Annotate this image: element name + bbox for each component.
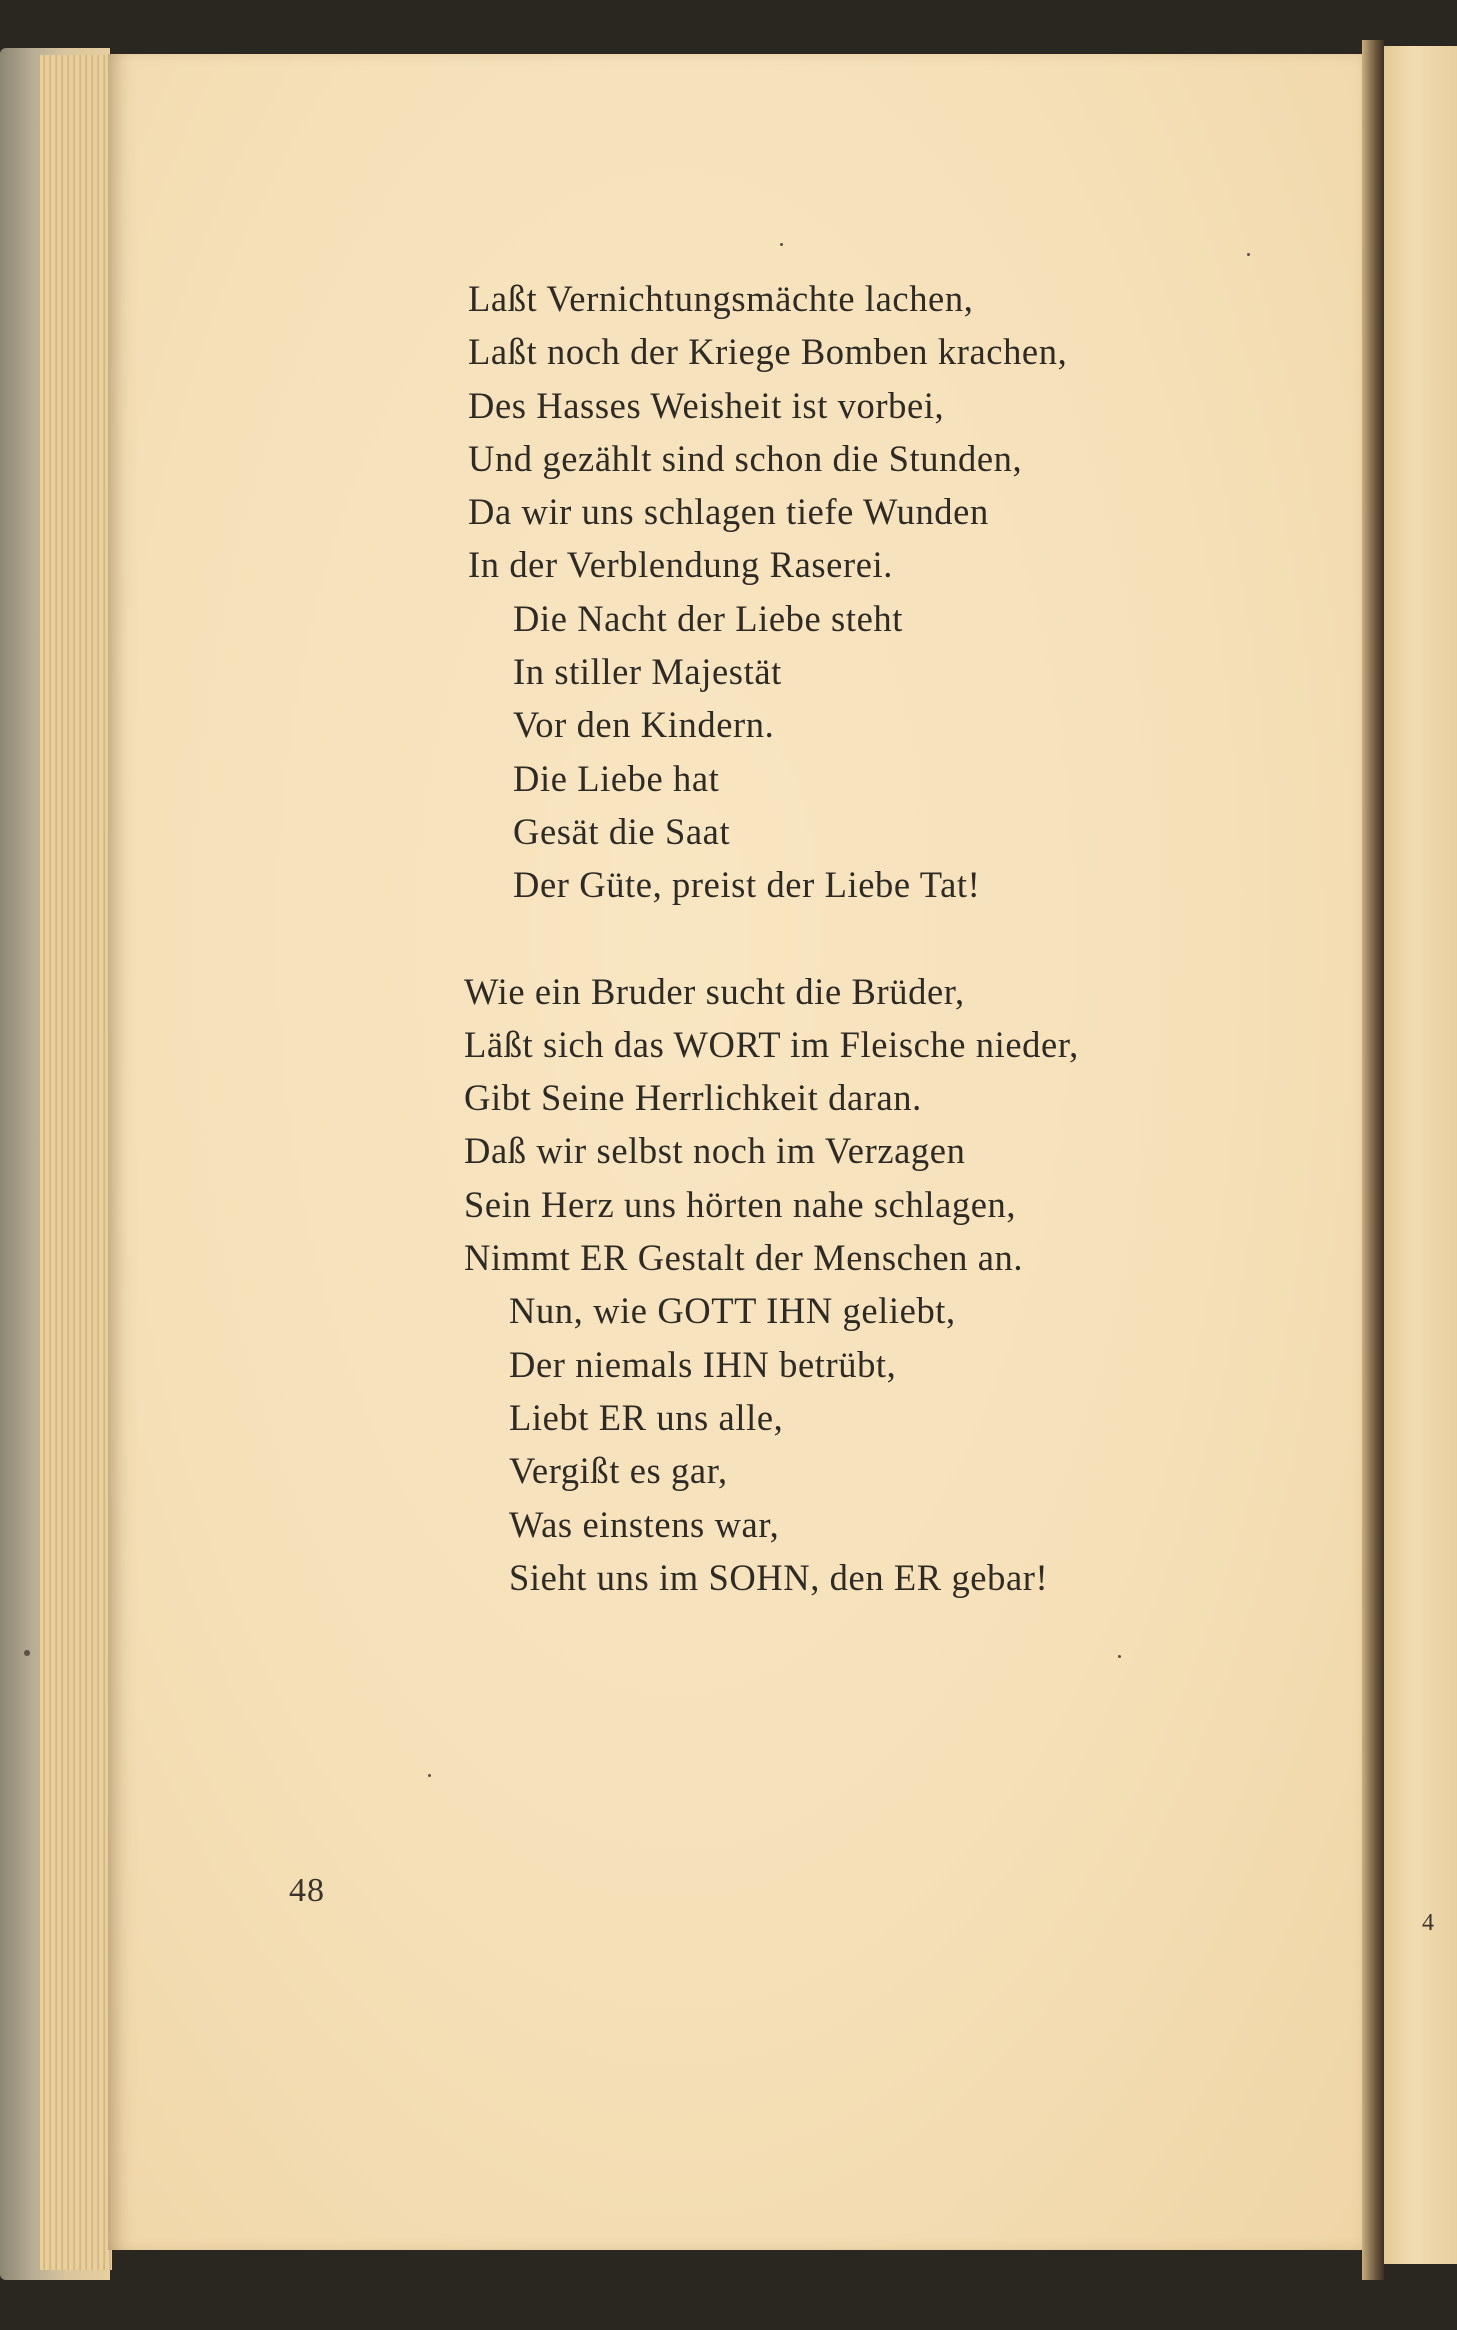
verse-line-indented: Sieht uns im SOHN, den ER gebar! [509,1556,1049,1598]
verse-line-indented: Vor den Kindern. [513,704,775,746]
verse-line: Daß wir selbst noch im Verzagen [464,1130,966,1172]
verse-line: Sein Herz uns hörten nahe schlagen, [464,1183,1017,1225]
verse-line: Des Hasses Weisheit ist vorbei, [468,384,945,426]
verse-line-indented: Nun, wie GOTT IHN geliebt, [509,1290,956,1332]
verse-line-indented: Was einstens war, [509,1503,780,1545]
paper-speck [1118,1655,1121,1658]
paper-speck [24,1650,30,1656]
paper-speck [428,1774,431,1777]
verse-line: Laßt Vernichtungsmächte lachen, [468,278,974,319]
verse-line: Gibt Seine Herrlichkeit daran. [464,1077,922,1119]
page-number: 48 [289,1872,325,1909]
next-page-number: 4 [1422,1910,1434,1936]
stanza-1 [468,272,1368,912]
verse-line-indented: In stiller Majestät [513,651,782,693]
verse-line: Wie ein Bruder sucht die Brüder, [464,970,965,1012]
verse-line-indented: Der niemals IHN betrübt, [509,1343,897,1385]
poem-body [464,272,1368,1604]
verse-line-indented: Die Nacht der Liebe steht [513,597,903,639]
verse-line: Läßt sich das WORT im Fleische nieder, [464,1023,1079,1065]
verse-line-indented: Der Güte, preist der Liebe Tat! [513,864,981,906]
stanza-2 [464,965,1368,1605]
page-stack-edge [40,55,112,2270]
next-page-strip [1384,46,1457,2264]
verse-line-indented: Liebt ER uns alle, [509,1396,784,1438]
verse-line-indented: Gesät die Saat [513,810,731,852]
verse-line-indented: Vergißt es gar, [509,1450,728,1492]
verse-line: In der Verblendung Raserei. [468,544,894,586]
verse-line-indented: Die Liebe hat [513,757,720,799]
paper-speck [780,243,783,246]
paper-speck [1247,253,1250,256]
verse-line: Da wir uns schlagen tiefe Wunden [468,491,989,533]
verse-line: Und gezählt sind schon die Stunden, [468,437,1023,479]
verse-line: Nimmt ER Gestalt der Menschen an. [464,1237,1024,1279]
verse-line: Laßt noch der Kriege Bomben krachen, [468,331,1068,373]
